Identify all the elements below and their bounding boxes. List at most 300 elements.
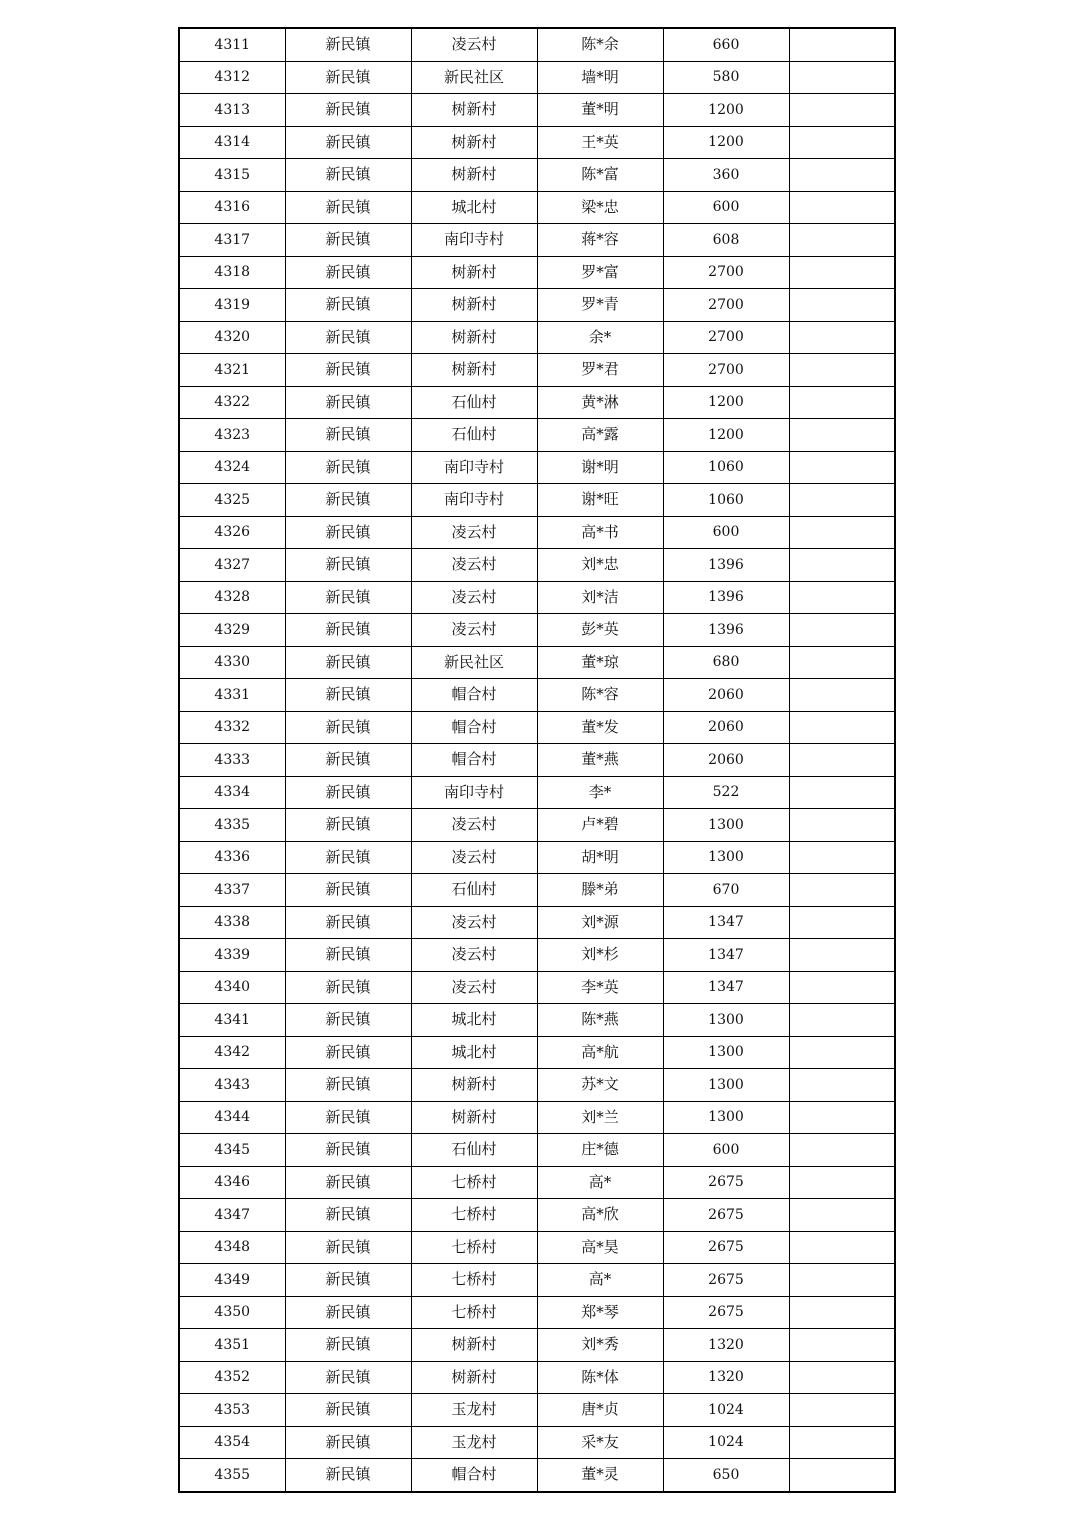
town-cell: 新民镇	[285, 159, 411, 192]
table-row	[179, 451, 895, 484]
amount-cell: 1200	[663, 419, 789, 452]
person-name-cell: 蒋*容	[537, 224, 663, 257]
serial-number-cell: 4354	[179, 1426, 285, 1459]
amount-cell: 1396	[663, 581, 789, 614]
remark-cell	[789, 874, 895, 907]
person-name-cell: 高*昊	[537, 1231, 663, 1264]
remark-cell	[789, 126, 895, 159]
amount-cell: 2060	[663, 711, 789, 744]
table-row	[179, 1394, 895, 1427]
town-cell: 新民镇	[285, 646, 411, 679]
remark-cell	[789, 354, 895, 387]
village-cell: 南印寺村	[411, 224, 537, 257]
serial-number-cell: 4340	[179, 971, 285, 1004]
serial-number-cell: 4322	[179, 386, 285, 419]
amount-cell: 1200	[663, 94, 789, 127]
table-row	[179, 289, 895, 322]
remark-cell	[789, 516, 895, 549]
person-name-cell: 高*欣	[537, 1199, 663, 1232]
person-name-cell: 高*	[537, 1264, 663, 1297]
table-row	[179, 1004, 895, 1037]
amount-cell: 680	[663, 646, 789, 679]
amount-cell: 1300	[663, 809, 789, 842]
serial-number-cell: 4343	[179, 1069, 285, 1102]
town-cell: 新民镇	[285, 1101, 411, 1134]
table-row	[179, 484, 895, 517]
amount-cell: 600	[663, 1134, 789, 1167]
serial-number-cell: 4348	[179, 1231, 285, 1264]
village-cell: 帽合村	[411, 679, 537, 712]
person-name-cell: 陈*燕	[537, 1004, 663, 1037]
serial-number-cell: 4332	[179, 711, 285, 744]
serial-number-cell: 4334	[179, 776, 285, 809]
remark-cell	[789, 1036, 895, 1069]
village-cell: 石仙村	[411, 386, 537, 419]
remark-cell	[789, 646, 895, 679]
amount-cell: 2675	[663, 1199, 789, 1232]
amount-cell: 670	[663, 874, 789, 907]
amount-cell: 1320	[663, 1361, 789, 1394]
amount-cell: 1060	[663, 484, 789, 517]
town-cell: 新民镇	[285, 484, 411, 517]
amount-cell: 1024	[663, 1394, 789, 1427]
remark-cell	[789, 1231, 895, 1264]
serial-number-cell: 4321	[179, 354, 285, 387]
village-cell: 玉龙村	[411, 1426, 537, 1459]
remark-cell	[789, 906, 895, 939]
table-row	[179, 1361, 895, 1394]
remark-cell	[789, 809, 895, 842]
table-row	[179, 1231, 895, 1264]
remark-cell	[789, 1166, 895, 1199]
person-name-cell: 唐*贞	[537, 1394, 663, 1427]
remark-cell	[789, 841, 895, 874]
table-row	[179, 28, 895, 61]
serial-number-cell: 4327	[179, 549, 285, 582]
town-cell: 新民镇	[285, 61, 411, 94]
amount-cell: 1300	[663, 1036, 789, 1069]
records-table	[178, 27, 896, 1493]
village-cell: 树新村	[411, 321, 537, 354]
person-name-cell: 罗*青	[537, 289, 663, 322]
village-cell: 树新村	[411, 1329, 537, 1362]
village-cell: 树新村	[411, 1361, 537, 1394]
person-name-cell: 胡*明	[537, 841, 663, 874]
amount-cell: 1300	[663, 1101, 789, 1134]
serial-number-cell: 4353	[179, 1394, 285, 1427]
village-cell: 凌云村	[411, 516, 537, 549]
serial-number-cell: 4345	[179, 1134, 285, 1167]
remark-cell	[789, 1101, 895, 1134]
serial-number-cell: 4339	[179, 939, 285, 972]
table-row	[179, 386, 895, 419]
amount-cell: 2675	[663, 1296, 789, 1329]
remark-cell	[789, 711, 895, 744]
person-name-cell: 庄*德	[537, 1134, 663, 1167]
table-row	[179, 1036, 895, 1069]
village-cell: 凌云村	[411, 581, 537, 614]
village-cell: 凌云村	[411, 549, 537, 582]
remark-cell	[789, 1329, 895, 1362]
person-name-cell: 李*	[537, 776, 663, 809]
town-cell: 新民镇	[285, 776, 411, 809]
table-row	[179, 809, 895, 842]
table-row	[179, 646, 895, 679]
amount-cell: 650	[663, 1459, 789, 1492]
town-cell: 新民镇	[285, 841, 411, 874]
serial-number-cell: 4355	[179, 1459, 285, 1492]
village-cell: 南印寺村	[411, 451, 537, 484]
town-cell: 新民镇	[285, 1264, 411, 1297]
remark-cell	[789, 1134, 895, 1167]
amount-cell: 608	[663, 224, 789, 257]
person-name-cell: 罗*君	[537, 354, 663, 387]
remark-cell	[789, 159, 895, 192]
person-name-cell: 刘*秀	[537, 1329, 663, 1362]
village-cell: 城北村	[411, 191, 537, 224]
serial-number-cell: 4317	[179, 224, 285, 257]
table-row	[179, 1296, 895, 1329]
table-row	[179, 776, 895, 809]
village-cell: 树新村	[411, 126, 537, 159]
town-cell: 新民镇	[285, 1004, 411, 1037]
serial-number-cell: 4325	[179, 484, 285, 517]
person-name-cell: 陈*体	[537, 1361, 663, 1394]
table-row	[179, 419, 895, 452]
town-cell: 新民镇	[285, 191, 411, 224]
town-cell: 新民镇	[285, 516, 411, 549]
town-cell: 新民镇	[285, 1426, 411, 1459]
remark-cell	[789, 28, 895, 61]
table-row	[179, 159, 895, 192]
serial-number-cell: 4333	[179, 744, 285, 777]
amount-cell: 1300	[663, 841, 789, 874]
person-name-cell: 陈*容	[537, 679, 663, 712]
amount-cell: 2675	[663, 1231, 789, 1264]
person-name-cell: 罗*富	[537, 256, 663, 289]
amount-cell: 1300	[663, 1004, 789, 1037]
amount-cell: 1396	[663, 614, 789, 647]
table-row	[179, 711, 895, 744]
remark-cell	[789, 1199, 895, 1232]
remark-cell	[789, 1004, 895, 1037]
village-cell: 玉龙村	[411, 1394, 537, 1427]
village-cell: 凌云村	[411, 906, 537, 939]
remark-cell	[789, 614, 895, 647]
table-row	[179, 614, 895, 647]
remark-cell	[789, 61, 895, 94]
town-cell: 新民镇	[285, 419, 411, 452]
village-cell: 七桥村	[411, 1231, 537, 1264]
person-name-cell: 董*燕	[537, 744, 663, 777]
town-cell: 新民镇	[285, 1134, 411, 1167]
table-row	[179, 744, 895, 777]
serial-number-cell: 4330	[179, 646, 285, 679]
person-name-cell: 卢*碧	[537, 809, 663, 842]
village-cell: 新民社区	[411, 646, 537, 679]
amount-cell: 2700	[663, 256, 789, 289]
serial-number-cell: 4347	[179, 1199, 285, 1232]
table-row	[179, 1329, 895, 1362]
amount-cell: 600	[663, 191, 789, 224]
serial-number-cell: 4311	[179, 28, 285, 61]
remark-cell	[789, 1264, 895, 1297]
person-name-cell: 余*	[537, 321, 663, 354]
remark-cell	[789, 1426, 895, 1459]
amount-cell: 2060	[663, 744, 789, 777]
table-row	[179, 906, 895, 939]
amount-cell: 360	[663, 159, 789, 192]
remark-cell	[789, 679, 895, 712]
town-cell: 新民镇	[285, 1296, 411, 1329]
table-row	[179, 679, 895, 712]
table-row	[179, 191, 895, 224]
records-table-body	[179, 28, 895, 1492]
serial-number-cell: 4320	[179, 321, 285, 354]
serial-number-cell: 4318	[179, 256, 285, 289]
person-name-cell: 墙*明	[537, 61, 663, 94]
serial-number-cell: 4328	[179, 581, 285, 614]
village-cell: 帽合村	[411, 1459, 537, 1492]
amount-cell: 660	[663, 28, 789, 61]
village-cell: 树新村	[411, 289, 537, 322]
amount-cell: 580	[663, 61, 789, 94]
remark-cell	[789, 321, 895, 354]
village-cell: 七桥村	[411, 1166, 537, 1199]
serial-number-cell: 4326	[179, 516, 285, 549]
village-cell: 城北村	[411, 1004, 537, 1037]
remark-cell	[789, 289, 895, 322]
serial-number-cell: 4319	[179, 289, 285, 322]
village-cell: 凌云村	[411, 809, 537, 842]
town-cell: 新民镇	[285, 939, 411, 972]
person-name-cell: 滕*弟	[537, 874, 663, 907]
remark-cell	[789, 386, 895, 419]
serial-number-cell: 4349	[179, 1264, 285, 1297]
serial-number-cell: 4342	[179, 1036, 285, 1069]
remark-cell	[789, 256, 895, 289]
remark-cell	[789, 939, 895, 972]
town-cell: 新民镇	[285, 1231, 411, 1264]
town-cell: 新民镇	[285, 1069, 411, 1102]
amount-cell: 2700	[663, 289, 789, 322]
serial-number-cell: 4315	[179, 159, 285, 192]
person-name-cell: 董*灵	[537, 1459, 663, 1492]
person-name-cell: 彭*英	[537, 614, 663, 647]
table-row	[179, 61, 895, 94]
serial-number-cell: 4344	[179, 1101, 285, 1134]
serial-number-cell: 4351	[179, 1329, 285, 1362]
village-cell: 石仙村	[411, 1134, 537, 1167]
table-row	[179, 126, 895, 159]
person-name-cell: 谢*明	[537, 451, 663, 484]
table-row	[179, 1264, 895, 1297]
village-cell: 帽合村	[411, 744, 537, 777]
table-row	[179, 256, 895, 289]
remark-cell	[789, 419, 895, 452]
village-cell: 石仙村	[411, 419, 537, 452]
village-cell: 石仙村	[411, 874, 537, 907]
person-name-cell: 郑*琴	[537, 1296, 663, 1329]
table-row	[179, 549, 895, 582]
person-name-cell: 陈*余	[537, 28, 663, 61]
town-cell: 新民镇	[285, 809, 411, 842]
serial-number-cell: 4335	[179, 809, 285, 842]
amount-cell: 2700	[663, 321, 789, 354]
person-name-cell: 刘*洁	[537, 581, 663, 614]
village-cell: 南印寺村	[411, 776, 537, 809]
village-cell: 树新村	[411, 1069, 537, 1102]
serial-number-cell: 4313	[179, 94, 285, 127]
person-name-cell: 刘*忠	[537, 549, 663, 582]
village-cell: 帽合村	[411, 711, 537, 744]
amount-cell: 1200	[663, 386, 789, 419]
serial-number-cell: 4341	[179, 1004, 285, 1037]
town-cell: 新民镇	[285, 1199, 411, 1232]
village-cell: 七桥村	[411, 1264, 537, 1297]
village-cell: 南印寺村	[411, 484, 537, 517]
person-name-cell: 刘*兰	[537, 1101, 663, 1134]
village-cell: 七桥村	[411, 1199, 537, 1232]
remark-cell	[789, 94, 895, 127]
amount-cell: 1347	[663, 939, 789, 972]
serial-number-cell: 4324	[179, 451, 285, 484]
person-name-cell: 高*书	[537, 516, 663, 549]
remark-cell	[789, 224, 895, 257]
table-row	[179, 1166, 895, 1199]
amount-cell: 1200	[663, 126, 789, 159]
amount-cell: 522	[663, 776, 789, 809]
serial-number-cell: 4352	[179, 1361, 285, 1394]
amount-cell: 1024	[663, 1426, 789, 1459]
amount-cell: 1347	[663, 906, 789, 939]
village-cell: 凌云村	[411, 841, 537, 874]
remark-cell	[789, 1459, 895, 1492]
person-name-cell: 采*友	[537, 1426, 663, 1459]
town-cell: 新民镇	[285, 549, 411, 582]
town-cell: 新民镇	[285, 711, 411, 744]
person-name-cell: 王*英	[537, 126, 663, 159]
town-cell: 新民镇	[285, 321, 411, 354]
person-name-cell: 高*航	[537, 1036, 663, 1069]
serial-number-cell: 4329	[179, 614, 285, 647]
remark-cell	[789, 549, 895, 582]
town-cell: 新民镇	[285, 451, 411, 484]
amount-cell: 1347	[663, 971, 789, 1004]
serial-number-cell: 4338	[179, 906, 285, 939]
town-cell: 新民镇	[285, 679, 411, 712]
town-cell: 新民镇	[285, 28, 411, 61]
village-cell: 凌云村	[411, 939, 537, 972]
serial-number-cell: 4323	[179, 419, 285, 452]
town-cell: 新民镇	[285, 256, 411, 289]
town-cell: 新民镇	[285, 1036, 411, 1069]
table-row	[179, 224, 895, 257]
amount-cell: 2675	[663, 1166, 789, 1199]
table-row	[179, 841, 895, 874]
amount-cell: 2675	[663, 1264, 789, 1297]
amount-cell: 600	[663, 516, 789, 549]
town-cell: 新民镇	[285, 289, 411, 322]
serial-number-cell: 4337	[179, 874, 285, 907]
town-cell: 新民镇	[285, 224, 411, 257]
town-cell: 新民镇	[285, 581, 411, 614]
town-cell: 新民镇	[285, 874, 411, 907]
remark-cell	[789, 1394, 895, 1427]
village-cell: 树新村	[411, 159, 537, 192]
serial-number-cell: 4346	[179, 1166, 285, 1199]
table-row	[179, 1069, 895, 1102]
remark-cell	[789, 971, 895, 1004]
person-name-cell: 黄*淋	[537, 386, 663, 419]
town-cell: 新民镇	[285, 1361, 411, 1394]
village-cell: 树新村	[411, 94, 537, 127]
village-cell: 树新村	[411, 354, 537, 387]
table-row	[179, 354, 895, 387]
table-row	[179, 971, 895, 1004]
village-cell: 七桥村	[411, 1296, 537, 1329]
village-cell: 城北村	[411, 1036, 537, 1069]
serial-number-cell: 4336	[179, 841, 285, 874]
person-name-cell: 董*琼	[537, 646, 663, 679]
person-name-cell: 刘*源	[537, 906, 663, 939]
town-cell: 新民镇	[285, 971, 411, 1004]
table-row	[179, 516, 895, 549]
table-row	[179, 874, 895, 907]
serial-number-cell: 4350	[179, 1296, 285, 1329]
town-cell: 新民镇	[285, 354, 411, 387]
person-name-cell: 苏*文	[537, 1069, 663, 1102]
amount-cell: 2060	[663, 679, 789, 712]
person-name-cell: 陈*富	[537, 159, 663, 192]
village-cell: 树新村	[411, 1101, 537, 1134]
table-row	[179, 1101, 895, 1134]
serial-number-cell: 4316	[179, 191, 285, 224]
table-row	[179, 1134, 895, 1167]
village-cell: 凌云村	[411, 28, 537, 61]
person-name-cell: 董*发	[537, 711, 663, 744]
table-row	[179, 939, 895, 972]
remark-cell	[789, 744, 895, 777]
person-name-cell: 高*	[537, 1166, 663, 1199]
town-cell: 新民镇	[285, 126, 411, 159]
serial-number-cell: 4331	[179, 679, 285, 712]
amount-cell: 1396	[663, 549, 789, 582]
town-cell: 新民镇	[285, 94, 411, 127]
table-row	[179, 581, 895, 614]
village-cell: 新民社区	[411, 61, 537, 94]
remark-cell	[789, 1069, 895, 1102]
serial-number-cell: 4312	[179, 61, 285, 94]
table-row	[179, 1426, 895, 1459]
village-cell: 凌云村	[411, 971, 537, 1004]
amount-cell: 2700	[663, 354, 789, 387]
person-name-cell: 董*明	[537, 94, 663, 127]
serial-number-cell: 4314	[179, 126, 285, 159]
town-cell: 新民镇	[285, 1459, 411, 1492]
table-row	[179, 321, 895, 354]
amount-cell: 1300	[663, 1069, 789, 1102]
remark-cell	[789, 776, 895, 809]
amount-cell: 1320	[663, 1329, 789, 1362]
table-row	[179, 1199, 895, 1232]
person-name-cell: 高*露	[537, 419, 663, 452]
remark-cell	[789, 451, 895, 484]
amount-cell: 1060	[663, 451, 789, 484]
town-cell: 新民镇	[285, 386, 411, 419]
person-name-cell: 谢*旺	[537, 484, 663, 517]
town-cell: 新民镇	[285, 906, 411, 939]
